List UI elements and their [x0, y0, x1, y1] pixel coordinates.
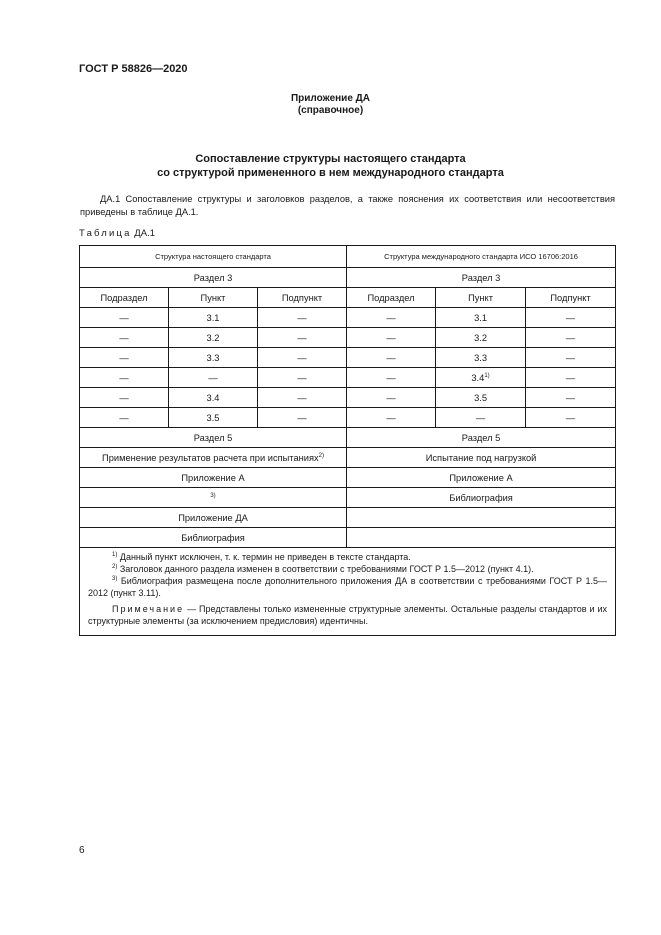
- results-row: [80, 448, 616, 468]
- empty-cell: [347, 528, 616, 548]
- footnotes-row: [80, 548, 616, 636]
- table-row: [80, 308, 616, 328]
- cell-value: 3.4: [471, 372, 485, 383]
- footnote-text: Данный пункт исключен, т. к. термин не приведен в тексте стандарта.: [119, 552, 411, 562]
- table-cell: —: [347, 308, 436, 328]
- table-cell: 3.5: [436, 388, 526, 408]
- subheader-cell: Пункт: [169, 288, 258, 308]
- table-cell: —: [258, 408, 347, 428]
- subheader-cell: Пункт: [436, 288, 526, 308]
- intro-paragraph: ДА.1 Сопоставление структуры и заголовков разделов, а также пояснения их соответствия или несоответствия приведены в таблице ДА.1.: [80, 194, 615, 217]
- table-cell: —: [526, 348, 616, 368]
- table-cell: —: [80, 308, 169, 328]
- table-cell: —: [258, 328, 347, 348]
- table-row: [80, 388, 616, 408]
- table-cell: —: [80, 328, 169, 348]
- footnote-text: Библиография размещена после дополнительного приложения ДА в соответствии с требованиями ГОСТ Р 1.5—2012 (пункт 3.11).: [88, 576, 608, 598]
- annex-a-row: [80, 468, 616, 488]
- comparison-table: [79, 245, 616, 636]
- col-header-right: Структура международного стандарта ИСО 16706:2016: [347, 246, 616, 268]
- bibliography-left: Библиография: [80, 528, 347, 548]
- subheader-cell: Подраздел: [80, 288, 169, 308]
- table-cell: —: [526, 408, 616, 428]
- table-cell: —: [526, 368, 616, 388]
- section3-row: [80, 268, 616, 288]
- table-row: [80, 408, 616, 428]
- bibliography-right: Библиография: [347, 488, 616, 508]
- table-cell: —: [258, 388, 347, 408]
- fn3-left: [80, 488, 347, 508]
- bibliography-row: [80, 488, 616, 508]
- footnote-1: [88, 551, 607, 563]
- table-cell: —: [258, 348, 347, 368]
- table-cell: —: [80, 408, 169, 428]
- footnote-mark: 3): [210, 492, 216, 499]
- appendix-subtitle: (справочное): [297, 105, 364, 116]
- table-caption: [79, 228, 155, 239]
- table-cell: 3.5: [169, 408, 258, 428]
- annex-da-row: [80, 508, 616, 528]
- annex-da-left: Приложение ДА: [80, 508, 347, 528]
- table-cell: —: [526, 388, 616, 408]
- table-row: [80, 328, 616, 348]
- document-code: ГОСТ Р 58826—2020: [79, 63, 188, 75]
- table-cell: 3.1: [169, 308, 258, 328]
- table-caption-number: ДА.1: [134, 228, 155, 239]
- table-note: [88, 603, 607, 627]
- section-title: [20, 152, 641, 180]
- table-cell: —: [436, 408, 526, 428]
- table-cell: —: [526, 308, 616, 328]
- table-cell: —: [347, 328, 436, 348]
- table-cell: 3.2: [436, 328, 526, 348]
- table-cell: —: [347, 388, 436, 408]
- title-line-2: со структурой примененного в нем международного стандарта: [157, 167, 504, 179]
- note-text: — Представлены только измененные структурные элементы. Остальные разделы стандартов и их структурные элементы (за исключением предисловия) идентичны.: [88, 604, 608, 626]
- table-header-row: [80, 246, 616, 268]
- table-cell: —: [347, 368, 436, 388]
- table-row: [80, 368, 616, 388]
- table-cell: —: [258, 368, 347, 388]
- section5-row: [80, 428, 616, 448]
- appendix-title: Приложение ДА: [290, 93, 371, 104]
- footnote-mark: 1): [112, 552, 118, 558]
- section5-left: Раздел 5: [80, 428, 347, 448]
- section3-right: Раздел 3: [347, 268, 616, 288]
- footnote-3: [88, 575, 607, 599]
- annex-a-right: Приложение А: [347, 468, 616, 488]
- results-left: [80, 448, 347, 468]
- footnote-mark: 2): [112, 564, 118, 570]
- appendix-heading: [0, 93, 661, 117]
- test-load-right: Испытание под нагрузкой: [347, 448, 616, 468]
- table-cell: —: [169, 368, 258, 388]
- col-header-left: Структура настоящего стандарта: [80, 246, 347, 268]
- table-cell: 3.2: [169, 328, 258, 348]
- note-label: Примечание: [112, 604, 185, 614]
- results-text: Применение результатов расчета при испытаниях: [102, 452, 319, 463]
- footnote-mark: 1): [484, 372, 490, 379]
- footnote-2: [88, 563, 607, 575]
- empty-cell: [347, 508, 616, 528]
- section5-right: Раздел 5: [347, 428, 616, 448]
- table-cell: —: [80, 388, 169, 408]
- bibliography-left-row: [80, 528, 616, 548]
- table-cell: 3.3: [169, 348, 258, 368]
- table-cell: —: [80, 368, 169, 388]
- table-cell-footnoted: [436, 368, 526, 388]
- subheader-cell: Подраздел: [347, 288, 436, 308]
- subheader-cell: Подпункт: [526, 288, 616, 308]
- table-cell: 3.1: [436, 308, 526, 328]
- table-cell: —: [258, 308, 347, 328]
- table-cell: —: [347, 348, 436, 368]
- footnotes-cell: [80, 548, 616, 636]
- table-row: [80, 348, 616, 368]
- subheader-cell: Подпункт: [258, 288, 347, 308]
- footnote-text: Заголовок данного раздела изменен в соответствии с требованиями ГОСТ Р 1.5—2012 (пункт 4.1).: [119, 564, 534, 574]
- table-cell: —: [526, 328, 616, 348]
- table-cell: —: [347, 408, 436, 428]
- table-caption-word: Таблица: [79, 228, 132, 239]
- section3-left: Раздел 3: [80, 268, 347, 288]
- footnote-mark: 3): [112, 576, 118, 582]
- title-line-1: Сопоставление структуры настоящего стандарта: [195, 153, 466, 165]
- subheader-row: [80, 288, 616, 308]
- table-cell: 3.4: [169, 388, 258, 408]
- page-number: 6: [79, 845, 85, 856]
- table-cell: 3.3: [436, 348, 526, 368]
- footnote-mark: 2): [318, 452, 324, 459]
- annex-a-left: Приложение А: [80, 468, 347, 488]
- table-cell: —: [80, 348, 169, 368]
